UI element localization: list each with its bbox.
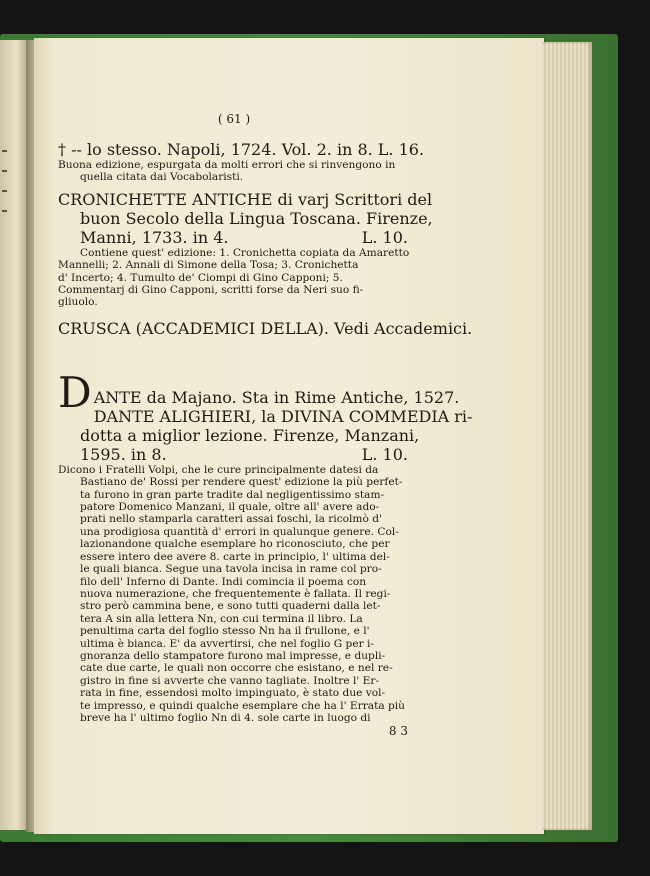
entry-title-line: buon Secolo della Lingua Toscana. Firenze,	[80, 208, 433, 228]
entry-note-line: gnoranza dello stampatore furono mal impresse, e dupli-	[80, 649, 386, 662]
entry-note-line: gliuolo.	[58, 296, 98, 309]
entry-note-line: breve ha l' ultimo foglio Nn di 4. sole carte in luogo di	[80, 711, 371, 724]
entry-title-line: † -- lo stesso. Napoli, 1724. Vol. 2. in 8. L. 16.	[58, 140, 425, 159]
entry-notes	[58, 464, 410, 725]
entry-title-line: DANTE ALIGHIERI, la DIVINA COMMEDIA ri-	[93, 406, 473, 426]
entry-note-line: Dicono i Fratelli Volpi, che le cure principalmente datesi da	[58, 463, 379, 476]
entry-note-line: stro però cammina bene, e sono tutti quaderni dalla let-	[80, 600, 381, 613]
entry-title-line: Manni, 1733. in 4.	[80, 227, 229, 247]
entry-title-line: CRUSCA (ACCADEMICI DELLA). Vedi Accademici.	[58, 318, 473, 338]
page-number: ( 61 )	[217, 112, 251, 126]
entry-title-line: CRONICHETTE ANTICHE di varj Scrittori del	[58, 189, 433, 209]
entry-note-line: filo dell' Inferno di Dante. Indi comincia il poema con	[80, 575, 367, 588]
entry-note-line: lazionandone qualche esemplare ho riconosciuto, che per	[80, 538, 390, 551]
entry-note-line: quella citata dai Vocabolaristi.	[80, 171, 244, 184]
page-edges	[542, 42, 592, 830]
entry-price: L. 10.	[361, 227, 408, 247]
entry-title-line: dotta a miglior lezione. Firenze, Manzani,	[80, 425, 420, 445]
entry-note-line: te impresso, e quindi qualche esemplare che ha l' Errata più	[80, 699, 406, 712]
entry-note-line: patore Domenico Manzani, il quale, oltre all' avere ado-	[80, 501, 380, 514]
entry-note-line: Bastiano de' Rossi per rendere quest' edizione la più perfet-	[80, 476, 403, 489]
entry-cronichette	[58, 189, 433, 309]
entry-title-line: 1595. in 8.	[80, 444, 167, 464]
entry-note-line: rata in fine, essendosi molto impinguato, è stato due vol-	[80, 687, 386, 700]
drop-cap: D	[58, 367, 92, 417]
entry-note-line: essere intero dee avere 8. carte in principio, l' ultima del-	[80, 550, 390, 563]
entry-note-line: d' Incerto; 4. Tumulto de' Ciompi di Gino Capponi; 5.	[58, 271, 343, 284]
entry-price: L. 10.	[361, 444, 408, 464]
entry-note-line: una prodigiosa quantità d' errori in qualunque genere. Col-	[80, 525, 399, 538]
entry-note-line: prati nello stamparla caratteri assai foschi, la ricolmò d'	[80, 513, 382, 526]
entry-dante	[58, 367, 473, 739]
page-text	[58, 112, 473, 739]
entry-note-line: ta furono in gran parte tradite dal negligentissimo stam-	[80, 488, 385, 501]
entry-note-line: Mannelli; 2. Annali di Simone della Tosa; 3. Cronichetta	[58, 259, 359, 272]
entry-note-line: Commentarj di Gino Capponi, scritti forse da Neri suo fi-	[58, 284, 364, 297]
entry-lo-stesso	[58, 140, 425, 184]
entry-note-line: Buona edizione, espurgata da molti errori che si rinvengono in	[58, 159, 396, 171]
entry-note-line: le quali bianca. Segue una tavola incisa in rame col pro-	[80, 563, 382, 576]
entry-note-line: penultima carta del foglio stesso Nn ha il frullone, e l'	[80, 625, 370, 638]
entry-title-line: ANTE da Majano. Sta in Rime Antiche, 1527.	[93, 387, 460, 407]
signature-mark: 8 3	[388, 724, 408, 739]
entry-note-line: cate due carte, le quali non occorre che esistano, e nel re-	[80, 662, 393, 675]
entry-note-line: Contiene quest' edizione: 1. Cronichetta copiata da Amaretto	[80, 246, 410, 259]
entry-note-line: tera A sin alla lettera Nn, con cui termina il libro. La	[80, 612, 363, 625]
entry-note-line: gistro in fine si avverte che vanno tagliate. Inoltre l' Er-	[80, 674, 380, 687]
left-page-edge	[0, 40, 28, 830]
entry-note-line: nuova numerazione, che frequentemente è fallata. Il regi-	[80, 587, 391, 600]
entry-note-line: ultima è bianca. E' da avvertirsi, che nel foglio G per i-	[80, 637, 375, 650]
entry-crusca	[58, 318, 473, 338]
